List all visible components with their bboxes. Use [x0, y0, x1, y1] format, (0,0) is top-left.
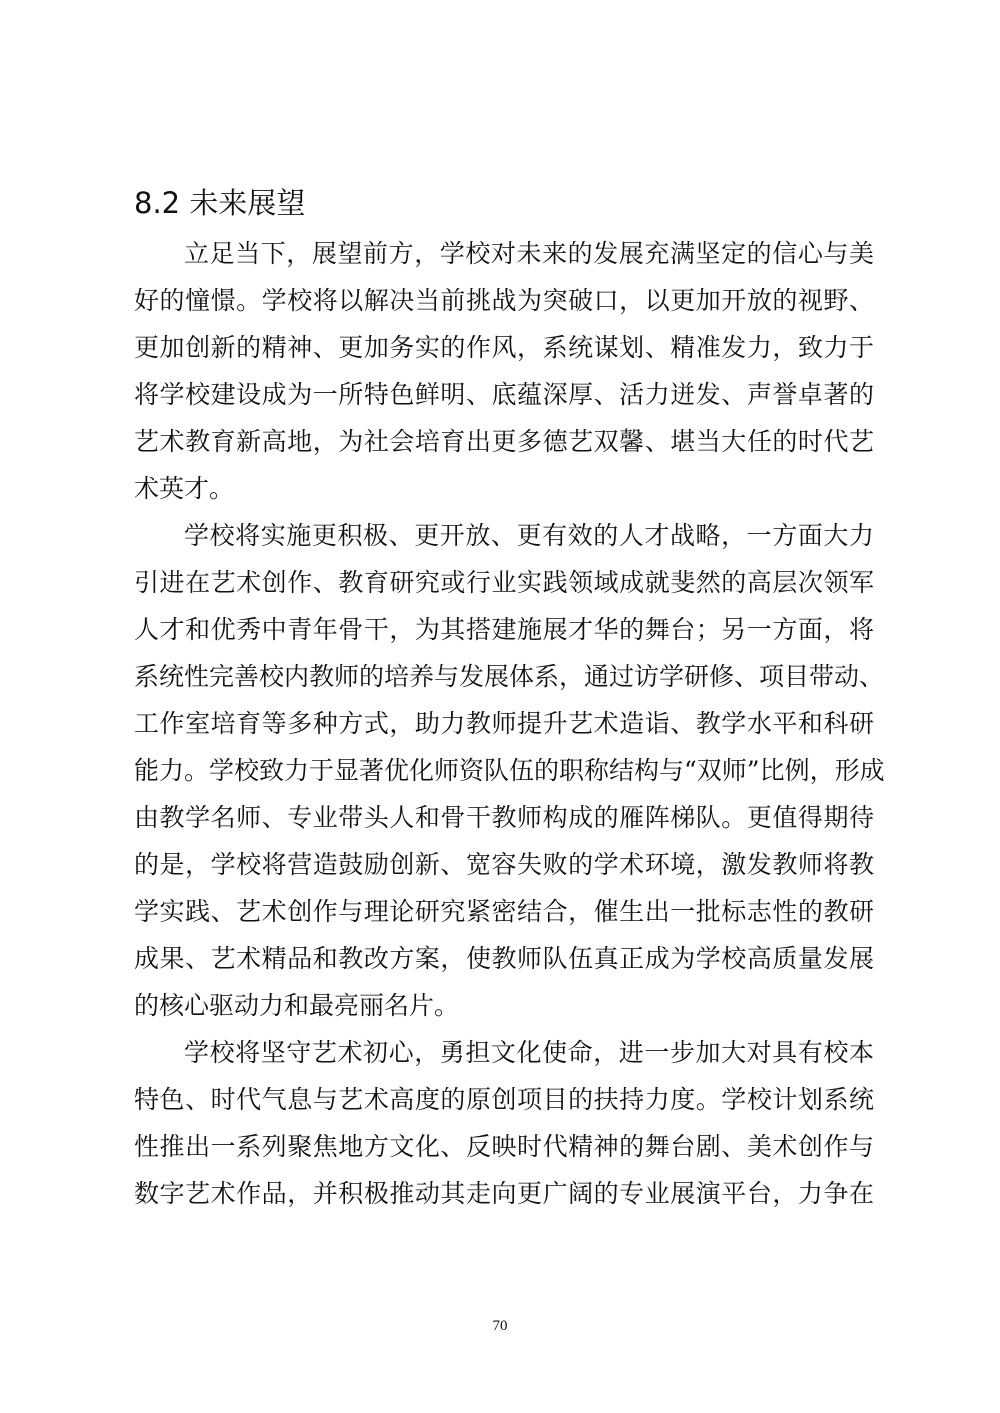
- text-line: 好的憧憬。学校将以解决当前挑战为突破口，以更加开放的视野、: [134, 286, 874, 315]
- text-line: 的是，学校将营造鼓励创新、宽容失败的学术环境，激发教师将教: [134, 850, 874, 879]
- text-line: 立足当下，展望前方，学校对未来的发展充满坚定的信心与美: [184, 239, 874, 268]
- text-line: 数字艺术作品，并积极推动其走向更广阔的专业展演平台，力争在: [134, 1179, 874, 1208]
- text-line: 系统性完善校内教师的培养与发展体系，通过访学研修、项目带动、: [134, 662, 885, 691]
- text-line: 工作室培育等多种方式，助力教师提升艺术造诣、教学水平和科研: [134, 709, 874, 738]
- text-line: 由教学名师、专业带头人和骨干教师构成的雁阵梯队。更值得期待: [134, 803, 874, 832]
- paragraph-1: [134, 230, 874, 512]
- text-line: 学校将实施更积极、更开放、更有效的人才战略，一方面大力: [184, 521, 874, 550]
- text-line: 的核心驱动力和最亮丽名片。: [134, 991, 460, 1020]
- text-line: 引进在艺术创作、教育研究或行业实践领域成就斐然的高层次领军: [134, 568, 874, 597]
- text-line: 艺术教育新高地，为社会培育出更多德艺双馨、堪当大任的时代艺: [134, 427, 874, 456]
- text-line: 特色、时代气息与艺术高度的原创项目的扶持力度。学校计划系统: [134, 1085, 874, 1114]
- text-line: 术英才。: [134, 474, 235, 503]
- text-line: 将学校建设成为一所特色鲜明、底蕴深厚、活力迸发、声誉卓著的: [134, 380, 874, 409]
- text-line: 性推出一系列聚焦地方文化、反映时代精神的舞台剧、美术创作与: [134, 1132, 874, 1161]
- text-line: 能力。学校致力于显著优化师资队伍的职称结构与“双师”比例，形成: [134, 756, 885, 785]
- text-line: 更加创新的精神、更加务实的作风，系统谋划、精准发力，致力于: [134, 333, 874, 362]
- paragraph-2: [134, 512, 885, 1029]
- page-number: 70: [492, 1318, 508, 1334]
- text-line: 学实践、艺术创作与理论研究紧密结合，催生出一批标志性的教研: [134, 897, 874, 926]
- paragraph-3: [134, 1029, 874, 1217]
- body-text: [134, 230, 885, 1217]
- text-line: 人才和优秀中青年骨干，为其搭建施展才华的舞台；另一方面，将: [134, 615, 874, 644]
- text-line: 成果、艺术精品和教改方案，使教师队伍真正成为学校高质量发展: [134, 944, 874, 973]
- text-line: 学校将坚守艺术初心，勇担文化使命，进一步加大对具有校本: [184, 1038, 874, 1067]
- section-heading: 8.2 未来展望: [134, 186, 306, 220]
